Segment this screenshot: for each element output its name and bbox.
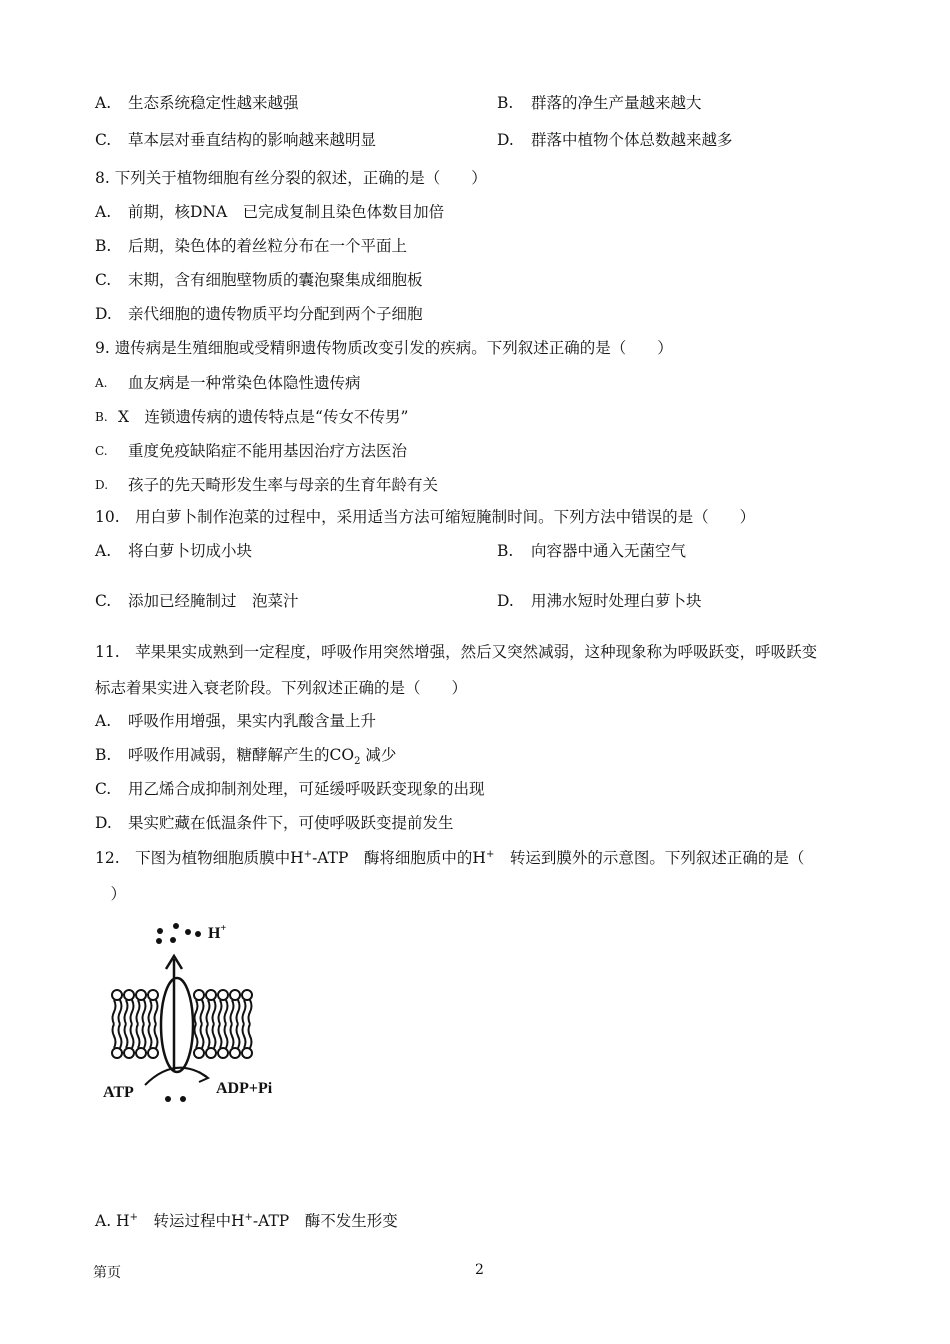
- footer-page-label: 第页: [93, 1265, 121, 1281]
- q9-option-a-text: 血友病是一种常染色体隐性遗传病: [128, 374, 361, 392]
- q9-option-b-text: X 连锁遗传病的遗传特点是“传女不传男”: [118, 408, 409, 426]
- membrane-diagram: [95, 915, 305, 1115]
- adp-pi-label: ADP+Pi: [216, 1080, 273, 1097]
- q12-stem-line2: ）: [95, 885, 127, 903]
- q10-option-b-label: B.: [497, 542, 514, 560]
- footer-page-number: 2: [475, 1262, 484, 1278]
- q7-option-a: A.: [95, 94, 112, 112]
- h-ion-label: H+: [208, 923, 227, 942]
- q8-option-c-text: 末期，含有细胞壁物质的囊泡聚集成细胞板: [128, 271, 423, 289]
- q9-option-a-label: A.: [95, 376, 108, 390]
- h-ion-particles-bottom: [165, 1096, 186, 1102]
- q11-option-b-text: 呼吸作用减弱，糖酵解产生的$CO_2$ 减少: [128, 746, 397, 768]
- q7-option-d: D.: [497, 131, 514, 149]
- atpase-protein: [161, 978, 193, 1072]
- q9-option-b-label: B.: [95, 410, 108, 424]
- q11-stem-line2: 标志着果实进入衰老阶段。下列叙述正确的是（ ）: [95, 679, 468, 697]
- q7-option-a-text: 生态系统稳定性越来越强: [128, 94, 299, 112]
- q11-option-c-text: 用乙烯合成抑制剂处理，可延缓呼吸跃变现象的出现: [128, 780, 485, 798]
- q11-option-a-label: A.: [95, 712, 112, 730]
- q7-option-d-text: 群落中植物个体总数越来越多: [531, 131, 733, 149]
- q9-stem: 9. 遗传病是生殖细胞或受精卵遗传物质改变引发的疾病。下列叙述正确的是（ ）: [95, 339, 673, 357]
- q8-option-d-label: D.: [95, 305, 112, 323]
- q10-option-c-text: 添加已经腌制过 泡菜汁: [128, 592, 299, 610]
- q7-option-b-text: 群落的净生产量越来越大: [531, 94, 702, 112]
- q11-option-c-label: C.: [95, 780, 112, 798]
- q11-option-a-text: 呼吸作用增强，果实内乳酸含量上升: [128, 712, 377, 730]
- q10-option-d-label: D.: [497, 592, 514, 610]
- q10-option-a-text: 将白萝卜切成小块: [128, 542, 253, 560]
- q7-option-c: C.: [95, 131, 112, 149]
- atp-label: ATP: [103, 1084, 134, 1101]
- h-ion-particles-top: [156, 923, 201, 944]
- q8-option-d-text: 亲代细胞的遗传物质平均分配到两个子细胞: [128, 305, 423, 323]
- q8-option-c-label: C.: [95, 271, 112, 289]
- q10-option-a-label: A.: [95, 542, 112, 560]
- q10-option-d-text: 用沸水短时处理白萝卜块: [531, 592, 702, 610]
- q11-option-d-text: 果实贮藏在低温条件下，可使呼吸跃变提前发生: [128, 814, 454, 832]
- q7-option-c-text: 草本层对垂直结构的影响越来越明显: [128, 131, 377, 149]
- q9-option-c-label: C.: [95, 444, 108, 458]
- q8-option-a-text: 前期，核DNA 已完成复制且染色体数目加倍: [128, 203, 445, 221]
- q9-option-c-text: 重度免疫缺陷症不能用基因治疗方法医治: [128, 442, 408, 460]
- q9-option-d-text: 孩子的先天畸形发生率与母亲的生育年龄有关: [128, 476, 439, 494]
- q12-stem-line1: 12. 下图为植物细胞质膜中H+-ATP 酶将细胞质中的H+ 转运到膜外的示意图。下列叙述正确的是（: [95, 848, 805, 867]
- q9-option-d-label: D.: [95, 478, 109, 492]
- q10-stem: 10. 用白萝卜制作泡菜的过程中，采用适当方法可缩短腌制时间。下列方法中错误的是（ ）: [95, 508, 756, 526]
- q8-option-a-label: A.: [95, 203, 112, 221]
- q11-stem-line1: 11. 苹果果实成熟到一定程度，呼吸作用突然增强，然后又突然减弱，这种现象称为呼吸跃变，呼吸跃变: [95, 643, 818, 661]
- q10-option-b-text: 向容器中通入无菌空气: [531, 542, 687, 560]
- reaction-arrowhead: [199, 1072, 208, 1082]
- q7-option-b: B.: [497, 94, 514, 112]
- q12-option-a: A. H+ 转运过程中H+-ATP 酶不发生形变: [95, 1211, 398, 1230]
- q8-stem: 8. 下列关于植物细胞有丝分裂的叙述，正确的是（ ）: [95, 169, 487, 187]
- q11-option-b-label: B.: [95, 746, 112, 764]
- q8-option-b-label: B.: [95, 237, 112, 255]
- q8-option-b-text: 后期，染色体的着丝粒分布在一个平面上: [128, 237, 408, 255]
- q10-option-c-label: C.: [95, 592, 112, 610]
- q11-option-d-label: D.: [95, 814, 112, 832]
